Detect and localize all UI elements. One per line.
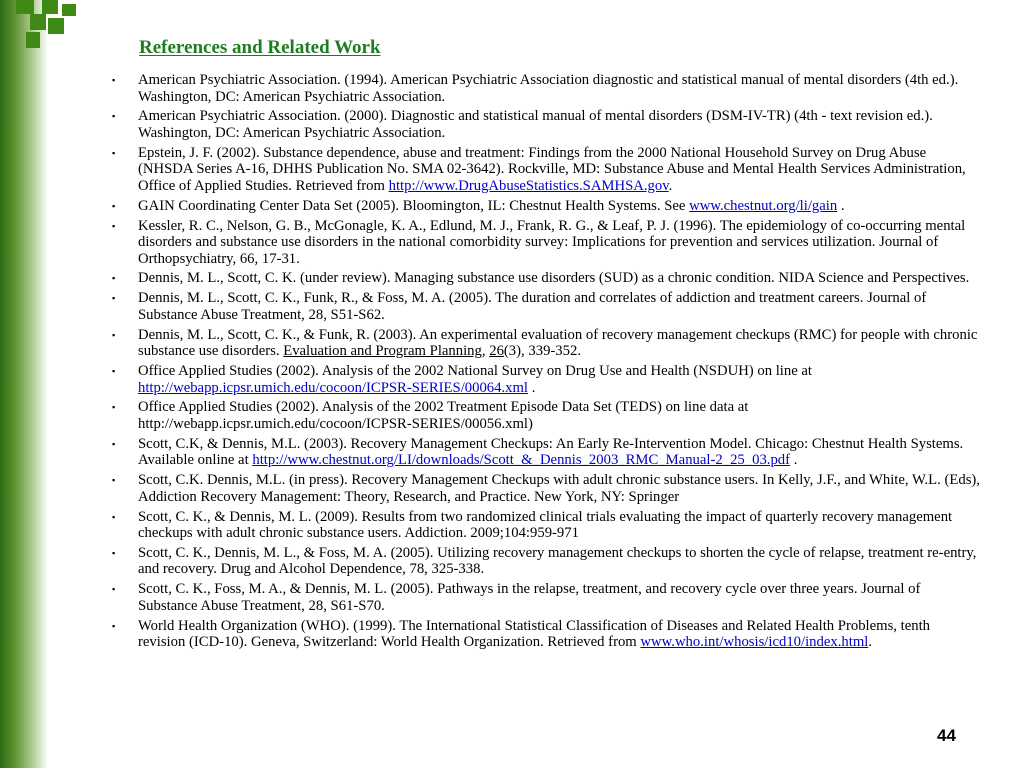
reference-item [110, 327, 980, 360]
reference-text: Dennis, M. L., Scott, C. K., Funk, R., & Foss, M. A. (2005). The duration and correlates of addiction and treatment careers. Journal of Substance Abuse Treatment, 28, S51-S62. [138, 290, 927, 323]
bullet-icon: ▪ [112, 366, 116, 376]
reference-link[interactable]: www.who.int/whosis/icd10/index.html [640, 634, 869, 651]
bullet-icon: ▪ [112, 111, 116, 122]
reference-volume: 26 [489, 343, 504, 360]
reference-text: American Psychiatric Association. (1994). American Psychiatric Association diagnostic and statistical manual of mental disorders (4th ed.). Washington, DC: American Psychiatric Association. [138, 72, 959, 105]
bullet-icon: ▪ [112, 329, 116, 340]
decorative-square [62, 4, 76, 16]
reference-tail: . [528, 379, 536, 396]
bullet-icon: ▪ [112, 147, 116, 158]
bullet-icon: ▪ [112, 293, 116, 304]
reference-text: Scott, C.K. Dennis, M.L. (in press). Recovery Management Checkups with adult chronic substance users. In Kelly, J.F., and White, W.L. (Eds), Addiction Recovery Management: Theory, Research, and Practice. New York, NY: Springer [138, 472, 980, 505]
reference-item [110, 436, 980, 469]
reference-item [110, 545, 980, 578]
reference-link[interactable]: http://webapp.icpsr.umich.edu/cocoon/ICPSR-SERIES/00064.xml [138, 379, 529, 396]
reference-item [110, 218, 980, 268]
reference-text: Scott, C. K., Foss, M. A., & Dennis, M. L. (2005). Pathways in the relapse, treatment, and recovery cycle over three years. Journal of Substance Abuse Treatment, 28, S61-S70. [138, 581, 921, 614]
reference-item [110, 145, 980, 195]
reference-text: Dennis, M. L., Scott, C. K. (under review). Managing substance use disorders (SUD) as a chronic condition. NIDA Science and Perspectives. [138, 270, 970, 287]
decorative-square [48, 18, 64, 34]
reference-text: Scott, C.K, & Dennis, M.L. (2003). Recovery Management Checkups: An Early Re-Intervention Model. Chicago: Chestnut Health Systems. Available online at [138, 435, 964, 469]
bullet-icon: ▪ [112, 475, 116, 486]
reference-item [110, 581, 980, 614]
reference-tail: (3), 339-352. [503, 343, 582, 360]
bullet-icon: ▪ [112, 511, 116, 522]
reference-item [110, 198, 980, 215]
reference-item [110, 72, 980, 105]
bullet-icon: ▪ [112, 273, 116, 284]
reference-item [110, 108, 980, 141]
bullet-icon: ▪ [112, 75, 116, 85]
bullet-icon: ▪ [112, 584, 116, 595]
decorative-square [30, 14, 46, 30]
page-number: 44 [937, 726, 956, 745]
reference-item [110, 363, 980, 396]
reference-separator: , [481, 343, 490, 360]
reference-link[interactable]: http://www.chestnut.org/LI/downloads/Scott_&_Dennis_2003_RMC_Manual-2_25_03.pdf [252, 452, 791, 469]
bullet-icon: ▪ [112, 438, 116, 449]
reference-tail: . [868, 634, 872, 651]
bullet-icon: ▪ [112, 220, 116, 231]
bullet-icon: ▪ [112, 200, 116, 211]
reference-item [110, 472, 980, 505]
reference-item [110, 399, 980, 432]
reference-list [110, 72, 980, 654]
reference-text: Office Applied Studies (2002). Analysis of the 2002 Treatment Episode Data Set (TEDS) on line data at http://webapp.icpsr.umich.edu/cocoon/ICPSR-SERIES/00056.xml) [138, 399, 749, 432]
reference-journal: Evaluation and Program Planning [283, 343, 482, 360]
reference-link[interactable]: www.chestnut.org/li/gain [689, 197, 838, 214]
reference-tail: . [837, 197, 845, 214]
reference-item [110, 270, 980, 287]
reference-tail: . [790, 452, 798, 469]
bullet-icon: ▪ [112, 620, 116, 631]
reference-text: Office Applied Studies (2002). Analysis of the 2002 National Survey on Drug Use and Health (NSDUH) on line at [138, 363, 813, 379]
decorative-square [26, 32, 40, 48]
reference-text: Scott, C. K., Dennis, M. L., & Foss, M. A. (2005). Utilizing recovery management checkups to shorten the cycle of relapse, treatment re-entry, and recovery. Drug and Alcohol Dependence, 78, 325-338. [138, 544, 977, 578]
slide-title: References and Related Work [139, 37, 381, 58]
reference-text: GAIN Coordinating Center Data Set (2005). Bloomington, IL: Chestnut Health Systems. See [138, 197, 690, 214]
reference-text: Epstein, J. F. (2002). Substance dependence, abuse and treatment: Findings from the 2000 National Household Survey on Drug Abuse (NHSDA Series A-16, DHHS Publication No. SMA 02-3642). Rockville, MD: Substance Abuse and Mental Health Services Administration, Office of Applied Studies. Retrieved from [138, 144, 966, 194]
reference-item [110, 290, 980, 323]
bullet-icon: ▪ [112, 547, 116, 558]
reference-text: World Health Organization (WHO). (1999). The International Statistical Classification of Diseases and Related Health Problems, tenth revision (ICD-10). Geneva, Switzerland: World Health Organization. Retrieved from [138, 617, 931, 651]
reference-link[interactable]: http://www.DrugAbuseStatistics.SAMHSA.gov [388, 177, 669, 194]
reference-text: Dennis, M. L., Scott, C. K., & Funk, R. (2003). An experimental evaluation of recovery management checkups (RMC) for people with chronic substance use disorders. [138, 326, 978, 360]
bullet-icon: ▪ [112, 402, 116, 413]
reference-text: Kessler, R. C., Nelson, G. B., McGonagle, K. A., Edlund, M. J., Frank, R. G., & Leaf, P. J. (1996). The epidemiology of co-occurring mental disorders and substance use disorders in the national comorbidity survey: Implications for prevention and services utilization. Journal of Orthopsychiatry, 66, 17-31. [138, 217, 966, 267]
reference-tail: . [668, 177, 673, 194]
decorative-side-band [0, 0, 48, 768]
decorative-square [42, 0, 58, 14]
decorative-square [16, 0, 34, 14]
reference-text: American Psychiatric Association. (2000). Diagnostic and statistical manual of mental disorders (DSM-IV-TR) (4th - text revision ed.). Washington, DC: American Psychiatric Association. [138, 108, 933, 141]
reference-text: Scott, C. K., & Dennis, M. L. (2009). Results from two randomized clinical trials evaluating the impact of quarterly recovery management checkups with adult chronic substance users. Addiction. 2009;104:959-971 [138, 508, 953, 542]
reference-item [110, 509, 980, 542]
reference-item [110, 618, 980, 651]
